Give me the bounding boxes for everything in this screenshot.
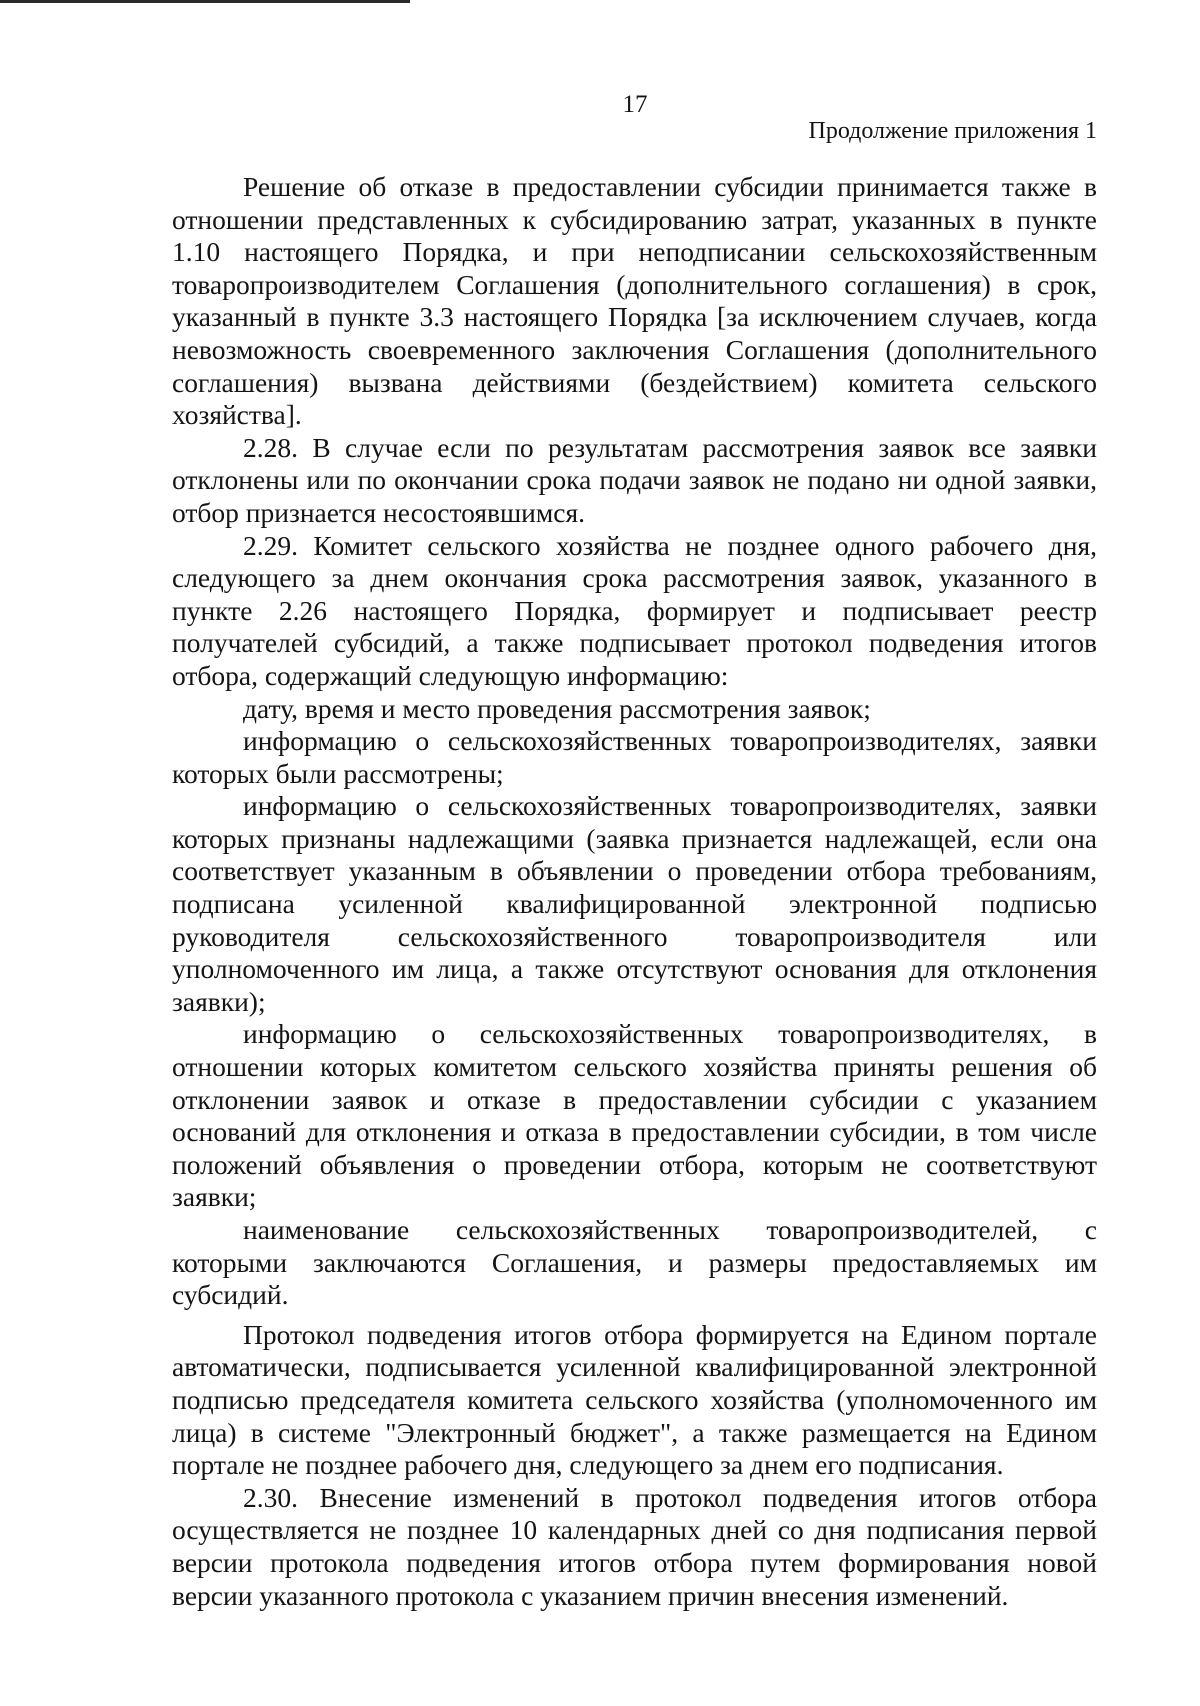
list-item-proper-applications: информацию о сельскохозяйственных товаропроизводителях, заявки которых признаны надлежащими (заявка признается надлежащей, если она соответствует указанным в объявлении о проведении отбора требованиям, подписана усиленной квалифицированной электронной подписью руководителя сельскохозяйственного товаропроизводителя или уполномоченного им лица, а также отсутствуют основания для отклонения заявки);: [172, 790, 1097, 1017]
page-number: 17: [622, 91, 648, 118]
paragraph-2-28: 2.28. В случае если по результатам рассмотрения заявок все заявки отклонены или по окончании срока подачи заявок не подано ни одной заявки, отбор признается несостоявшимся.: [172, 431, 1097, 528]
scan-edge-mark: [0, 0, 410, 3]
paragraph-2-29: 2.29. Комитет сельского хозяйства не позднее одного рабочего дня, следующего за днем окончания срока рассмотрения заявок, указанного в пункте 2.26 настоящего Порядка, формирует и подписывает реестр получателей субсидий, а также подписывает протокол подведения итогов отбора, содержащий следующую информацию:: [172, 529, 1097, 691]
list-item-agreement-recipients: наименование сельскохозяйственных товаропроизводителей, с которыми заключаются Соглашения, и размеры предоставляемых им субсидий.: [172, 1214, 1097, 1311]
annex-continuation-label: Продолжение приложения 1: [808, 118, 1097, 144]
list-item-date-time-place: дату, время и место проведения рассмотрения заявок;: [243, 692, 871, 724]
list-item-reviewed-applicants: информацию о сельскохозяйственных товаропроизводителях, заявки которых были рассмотрены;: [172, 725, 1097, 789]
document-body: [172, 171, 1097, 1612]
paragraph-protocol-formation: Протокол подведения итогов отбора формируется на Едином портале автоматически, подписывается усиленной квалифицированной электронной подписью председателя комитета сельского хозяйства (уполномоченного им лица) в системе "Электронный бюджет", а также размещается на Едином портале не позднее рабочего дня, следующего за днем его подписания.: [172, 1318, 1097, 1481]
list-item-rejected-applications: информацию о сельскохозяйственных товаропроизводителях, в отношении которых комитетом сельского хозяйства приняты решения об отклонении заявок и отказе в предоставлении субсидии с указанием оснований для отклонения и отказа в предоставлении субсидии, в том числе положений объявления о проведении отбора, которым не соответствуют заявки;: [172, 1018, 1097, 1213]
paragraph-refusal-decision: Решение об отказе в предоставлении субсидии принимается также в отношении представленных к субсидированию затрат, указанных в пункте 1.10 настоящего Порядка, и при неподписании сельскохозяйственным товаропроизводителем Соглашения (дополнительного соглашения) в срок, указанный в пункте 3.3 настоящего Порядка [за исключением случаев, когда невозможность своевременного заключения Соглашения (дополнительного соглашения) вызвана действиями (бездействием) комитета сельского хозяйства].: [172, 171, 1097, 431]
paragraph-2-30: 2.30. Внесение изменений в протокол подведения итогов отбора осуществляется не позднее 10 календарных дней со дня подписания первой версии протокола подведения итогов отбора путем формирования новой версии указанного протокола с указанием причин внесения изменений.: [172, 1481, 1097, 1611]
